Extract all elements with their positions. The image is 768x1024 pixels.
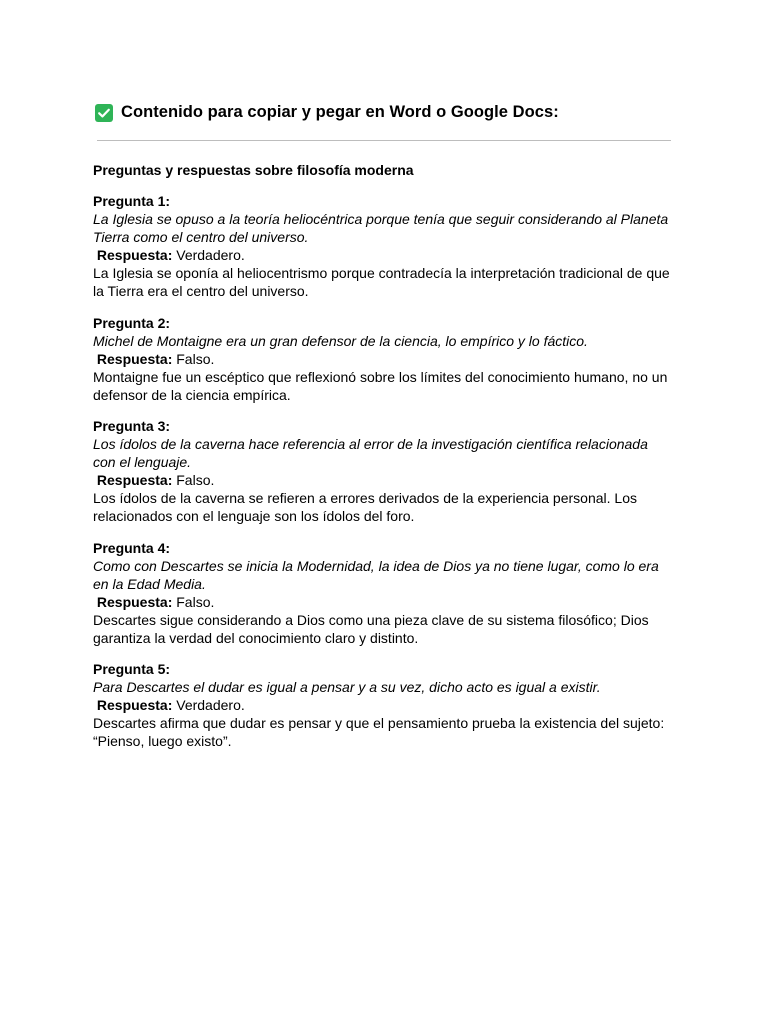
check-box-icon [95,104,113,122]
question-block-2 [93,314,673,404]
question-label: Pregunta 5: [93,661,171,677]
header-title: Contenido para copiar y pegar en Word o Google Docs: [121,103,559,121]
answer-label: Respuesta: [96,350,173,367]
horizontal-divider [97,140,671,141]
question-label: Pregunta 4: [93,539,171,556]
answer-value: Falso. [176,350,215,367]
answer-explanation: Descartes sigue considerando a Dios como una pieza clave de su sistema filosófico; Dios garantiza la verdad del conocimiento claro y distinto. [93,611,649,646]
question-statement: Para Descartes el dudar es igual a pensar y a su vez, dicho acto es igual a existir. [93,679,601,695]
question-statement: Los ídolos de la caverna hace referencia al error de la investigación científica relacionada con el lenguaje. [93,436,648,470]
question-block-5 [93,660,673,750]
answer-label: Respuesta: [96,593,173,610]
question-block-3 [93,417,673,525]
question-statement: Michel de Montaigne era un gran defensor de la ciencia, lo empírico y lo fáctico. [93,332,588,349]
answer-explanation: Montaigne fue un escéptico que reflexionó sobre los límites del conocimiento humano, no un defensor de la ciencia empírica. [93,368,668,403]
answer-line [93,593,673,611]
question-label: Pregunta 3: [93,418,171,434]
document-content [93,161,673,764]
answer-label: Respuesta: [96,472,173,488]
answer-line [93,696,673,714]
question-block-1 [93,192,673,300]
question-block-4 [93,539,673,647]
header [95,103,559,122]
answer-value: Falso. [176,472,215,488]
answer-label: Respuesta: [96,697,173,713]
answer-line [93,350,673,368]
answer-line [93,246,673,264]
answer-explanation: La Iglesia se oponía al heliocentrismo porque contradecía la interpretación tradicional de que la Tierra era el centro del universo. [93,265,670,299]
question-statement: Como con Descartes se inicia la Modernidad, la idea de Dios ya no tiene lugar, como lo era en la Edad Media. [93,557,659,592]
answer-value: Verdadero. [176,697,245,713]
question-label: Pregunta 1: [93,193,171,209]
question-label: Pregunta 2: [93,314,171,331]
document-title: Preguntas y respuestas sobre filosofía moderna [93,162,414,178]
answer-explanation: Los ídolos de la caverna se refieren a errores derivados de la experiencia personal. Los relacionados con el lenguaje son los ídolos del foro. [93,490,637,524]
answer-value: Falso. [176,593,215,610]
question-statement: La Iglesia se opuso a la teoría heliocéntrica porque tenía que seguir considerando al Planeta Tierra como el centro del universo. [93,211,669,245]
answer-explanation: Descartes afirma que dudar es pensar y que el pensamiento prueba la existencia del sujeto: “Pienso, luego existo”. [93,715,665,749]
answer-value: Verdadero. [176,247,245,263]
answer-label: Respuesta: [96,247,173,263]
answer-line [93,471,673,489]
